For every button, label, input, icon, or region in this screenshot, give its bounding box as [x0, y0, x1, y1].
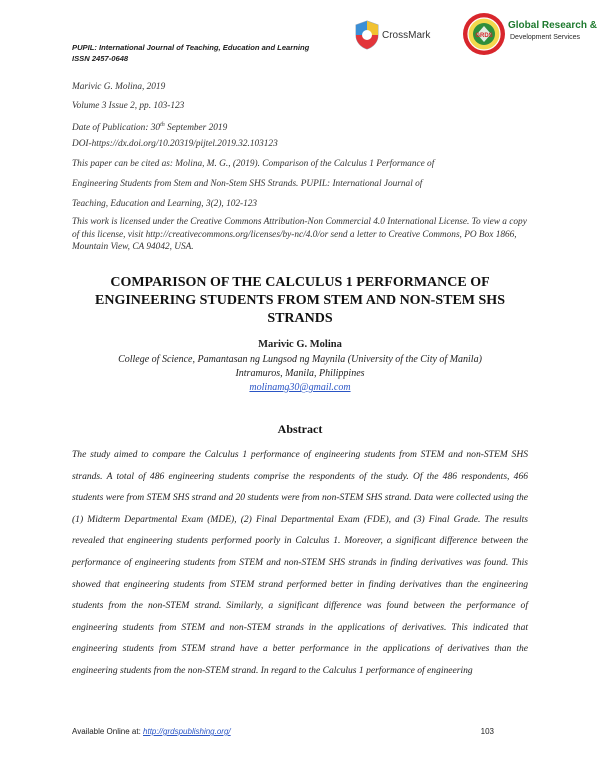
publication-date: Date of Publication: 30th September 2019 — [72, 122, 228, 134]
journal-name: PUPIL: International Journal of Teaching, Education and Learning — [72, 43, 310, 52]
citation-line-2: Engineering Students from Stem and Non-Stem SHS Strands. PUPIL: International Journal of — [72, 179, 423, 189]
crossmark-icon — [354, 20, 380, 50]
citation-line-1: This paper can be cited as: Molina, M. G., (2019). Comparison of the Calculus 1 Performance of — [72, 159, 435, 169]
publisher-name: Global Research & — [508, 20, 597, 31]
issn: ISSN 2457-0648 — [72, 54, 129, 63]
publisher-url-link[interactable]: http://grdspublishing.org/ — [143, 727, 231, 736]
author-year: Marivic G. Molina, 2019 — [72, 82, 166, 92]
affiliation-line-2: Intramuros, Manila, Philippines — [235, 368, 365, 379]
article-metadata — [72, 78, 532, 254]
seal-text: GRDS — [475, 33, 493, 39]
journal-header — [72, 42, 309, 64]
abstract-heading: Abstract — [277, 422, 323, 436]
doi: DOI-https://dx.doi.org/10.20319/pijtel.2019.32.103123 — [72, 139, 278, 149]
page-footer — [72, 727, 528, 736]
citation-line-3: Teaching, Education and Learning, 3(2), 102-123 — [72, 199, 258, 209]
affiliation-line-1: College of Science, Pamantasan ng Lungsod ng Maynila (University of the City of Manila) — [118, 354, 482, 365]
license-notice: This work is licensed under the Creative Commons Attribution-Non Commercial 4.0 International License. To view a copy of this license, visit http://creativecommons.org/licenses/by-nc/4.0/or send a letter to Creative Commons, PO Box 1866, Mountain View, CA 94042, USA. — [72, 217, 527, 252]
grds-logo — [462, 10, 597, 62]
abstract-body: The study aimed to compare the Calculus 1 performance of engineering students from STEM and non-STEM SHS strands. A total of 486 engineering students comprise the respondents of the study. Of the 486 respondents, 466 students were from STEM SHS strand and 20 students were from non-STEM SHS strand. Data were collected using the (1) Midterm Departmental Exam (MDE), (2) Final Departmental Exam (FDE), and (3) Final Grade. The results revealed that engineering students performed poorly in Calculus 1. Moreover, a significant difference between the performance of engineering students from STEM and non-STEM SHS strands in finding derivatives was found. This showed that engineering students from STEM strand performed better in finding derivatives than the engineering students from the non-STEM strand. Similarly, a significant difference was found between the performance of engineering students from STEM and non-STEM strands in the applications of derivatives. This indicated that engineering students from STEM strand have a better performance in the applications of derivatives than the engineering students from the non-STEM strand. In regard to the Calculus 1 performance of engineering — [72, 449, 528, 676]
paper-title: COMPARISON OF THE CALCULUS 1 PERFORMANCE OF ENGINEERING STUDENTS FROM STEM AND NON-STEM SHS STRANDS — [95, 275, 505, 326]
volume-issue: Volume 3 Issue 2, pp. 103-123 — [72, 101, 185, 111]
available-label: Available Online at: — [72, 727, 144, 736]
grds-seal-icon — [462, 12, 506, 56]
author-name: Marivic G. Molina — [258, 339, 342, 350]
crossmark-logo[interactable] — [354, 16, 444, 56]
publisher-subtitle: Development Services — [510, 34, 581, 41]
author-block — [72, 338, 528, 395]
crossmark-label: CrossMark — [382, 30, 431, 41]
page-number: 103 — [480, 727, 494, 736]
author-email-link[interactable]: molinamg30@gmail.com — [249, 382, 351, 393]
